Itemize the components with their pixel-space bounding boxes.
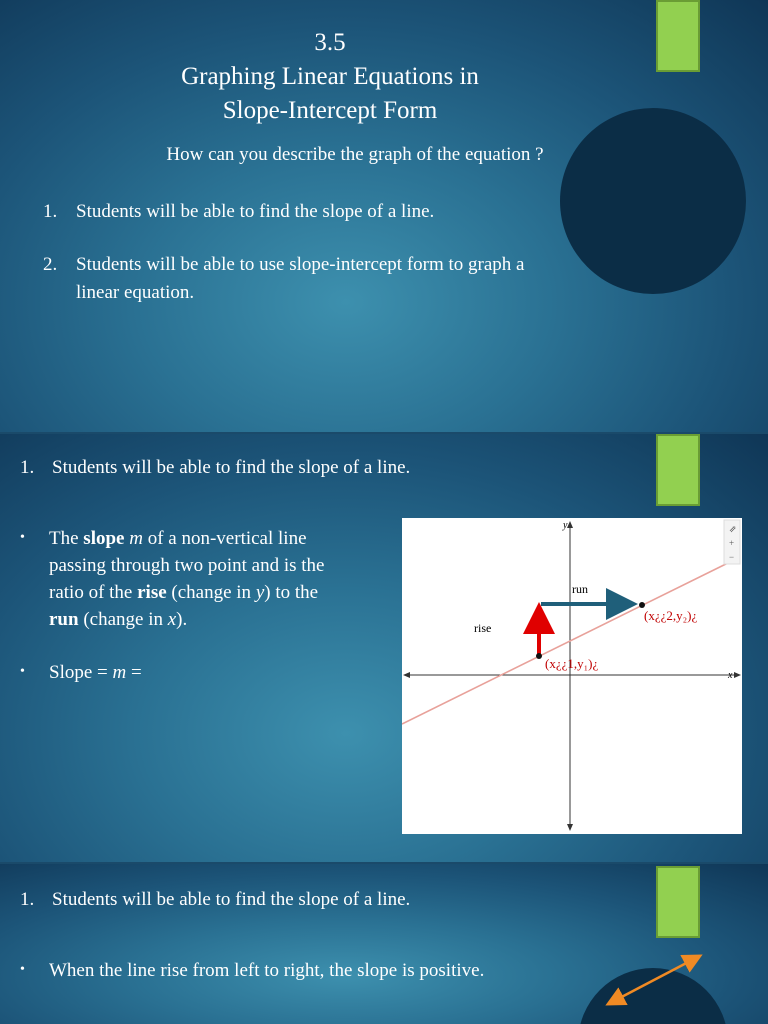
graph-canvas (402, 518, 742, 834)
slide-title-line1: Graphing Linear Equations in (181, 63, 479, 90)
accent-bar (656, 0, 700, 72)
graph-line (402, 561, 732, 724)
positive-slope-statement: When the line rise from left to right, the slope is positive. (49, 960, 485, 981)
point2-label: (x¿¿2,y₂)¿ (644, 608, 698, 623)
objective-number: 2. (43, 254, 58, 275)
point1-label: (x¿¿1,y₁)¿ (545, 656, 599, 671)
slide-1 (0, 0, 768, 432)
svg-text:+: + (729, 538, 735, 548)
positive-slope-arrow (600, 950, 710, 1010)
accent-bar (656, 434, 700, 506)
section-number: 3.5 (314, 29, 346, 56)
slide-2 (0, 434, 768, 862)
slope-definition-line4: run (change in x). (49, 609, 188, 630)
heading-number: 1. (20, 889, 35, 910)
slope-definition-line1: The slope m of a non-vertical line (49, 528, 307, 549)
x-axis-label: x (728, 670, 733, 681)
slide-heading: Students will be able to find the slope of a line. (52, 889, 411, 910)
y-axis-label: y (563, 520, 568, 531)
objective-number: 1. (43, 201, 58, 222)
slope-graph (402, 518, 742, 834)
slope-definition-line3: ratio of the rise (change in y) to the (49, 582, 319, 603)
bullet-dot: • (20, 530, 25, 545)
objective-text-line1: Students will be able to use slope-intercept form to graph a (76, 254, 525, 275)
slide-title-line2: Slope-Intercept Form (222, 97, 438, 124)
rise-label: rise (474, 621, 492, 635)
point-1 (536, 653, 542, 659)
svg-text:⇗: ⇗ (729, 524, 737, 534)
svg-text:−: − (729, 552, 735, 562)
slide-3 (0, 864, 768, 1024)
run-label: run (572, 582, 588, 596)
slide-heading: Students will be able to find the slope of a line. (52, 457, 411, 478)
bullet-dot: • (20, 664, 25, 679)
bullet-dot: • (20, 962, 25, 977)
objective-text: Students will be able to find the slope of a line. (76, 201, 435, 222)
objective-text-line2: linear equation. (76, 282, 195, 303)
decorative-circle (560, 108, 746, 294)
slope-definition-line2: passing through two point and is the (49, 555, 325, 576)
essential-question: How can you describe the graph of the equation ? (166, 144, 544, 165)
heading-number: 1. (20, 457, 35, 478)
accent-bar (656, 866, 700, 938)
slope-formula: Slope = m = (49, 662, 142, 683)
